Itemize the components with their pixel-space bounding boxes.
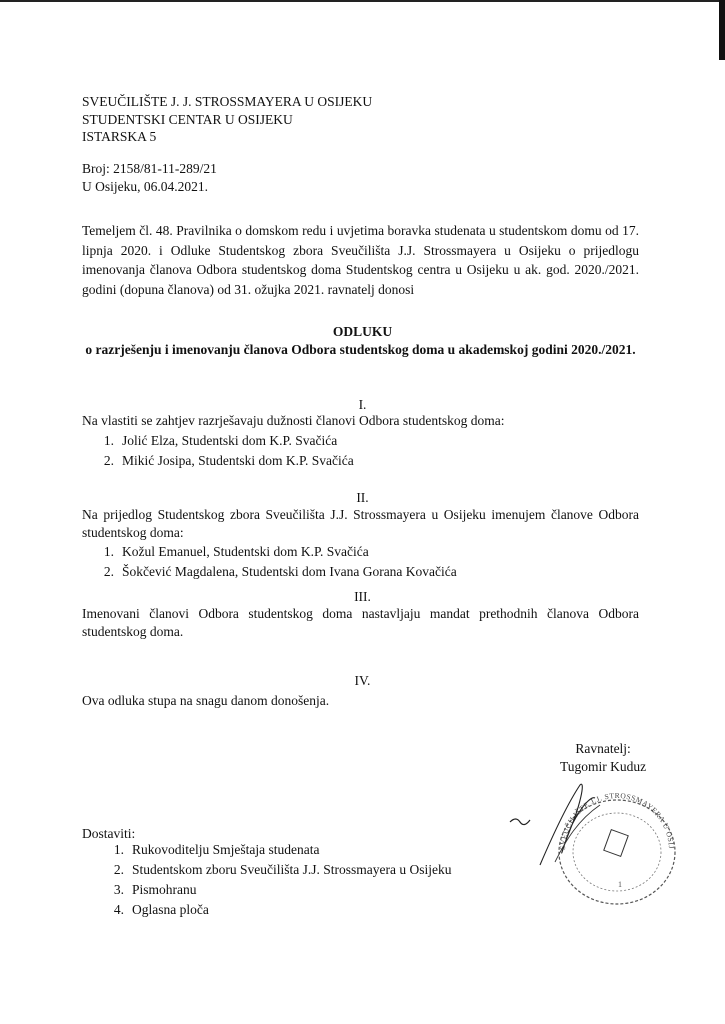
list-item	[90, 451, 639, 471]
list-text: Studentskom zboru Sveučilišta J.J. Strossmayera u Osijeku	[132, 862, 452, 877]
section-4	[82, 692, 639, 710]
list-number: 3.	[113, 882, 124, 897]
list-text: Kožul Emanuel, Studentski dom K.P. Svačića	[122, 544, 369, 559]
list-number: 2.	[103, 564, 114, 579]
header-line-2: STUDENTSKI CENTAR U OSIJEKU	[82, 111, 293, 127]
section-3	[82, 605, 639, 640]
stamp-text: SVEUČILIŠTE J.J. STROSSMAYERA U OSIJ	[557, 790, 677, 851]
list-text: Jolić Elza, Studentski dom K.P. Svačića	[122, 432, 338, 448]
header-line-1: SVEUČILIŠTE J. J. STROSSMAYERA U OSIJEKU	[82, 94, 373, 109]
list-item	[90, 431, 639, 451]
official-stamp	[500, 770, 700, 914]
intro-text: Temeljem čl. 48. Pravilnika o domskom redu i uvjetima boravka studenata u studentskom domu od 17. lipnja 2020. i Odluke Studentskog zbora Sveučilišta J.J. Strossmayera u Osijeku o prijedlogu imenovanja članova Odbora studentskog doma Studentskog centra u Osijeku u ak. god. 2020./2021. godini (dopuna članova) od 31. ožujka 2021. ravnatelj donosi	[82, 223, 639, 297]
list-text: Rukovoditelju Smještaja studenata	[132, 842, 320, 857]
place-date: U Osijeku, 06.04.2021.	[82, 178, 208, 194]
list-number: 1.	[113, 842, 124, 857]
distribution-list	[82, 840, 451, 920]
section-number-2: II.	[356, 490, 369, 505]
scan-edge-right	[719, 0, 725, 60]
section-2-list	[90, 542, 639, 582]
list-number: 4.	[113, 902, 124, 917]
section-3-text: Imenovani članovi Odbora studentskog doma nastavljaju mandat prethodnih članova Odbora studentskog doma.	[82, 606, 639, 639]
list-text: Oglasna ploča	[132, 902, 209, 917]
list-text: Pismohranu	[132, 882, 197, 897]
list-item	[90, 542, 639, 562]
institution-header	[82, 93, 372, 146]
document-meta	[82, 160, 217, 195]
header-line-3: ISTARSKA 5	[82, 129, 157, 144]
scan-edge-top	[0, 0, 725, 2]
section-4-text: Ova odluka stupa na snagu danom donošenja.	[82, 693, 330, 708]
section-2	[82, 506, 639, 582]
stamp-seal-graphic	[500, 770, 700, 910]
section-2-text: Na prijedlog Studentskog zbora Sveučilišta J.J. Strossmayera u Osijeku imenujem članove Odbora studentskog doma:	[82, 507, 639, 540]
svg-text:1: 1	[618, 880, 622, 889]
reference-number: Broj: 2158/81-11-289/21	[82, 161, 217, 176]
list-item	[100, 840, 451, 860]
section-number-4: IV.	[354, 673, 371, 688]
list-item	[100, 900, 451, 920]
document-title: ODLUKU	[332, 324, 393, 339]
list-number: 2.	[113, 862, 124, 877]
svg-text:SVEUČILIŠTE J.J. STROSSMAYERA	[500, 770, 676, 850]
section-number-1: I.	[358, 397, 367, 412]
section-1	[82, 412, 639, 471]
list-item	[90, 562, 639, 582]
list-number: 1.	[103, 544, 114, 559]
signature-role: Ravnatelj:	[575, 741, 631, 756]
intro-paragraph	[82, 221, 639, 299]
distribution-title: Dostaviti:	[82, 826, 136, 841]
signature-name: Tugomir Kuduz	[560, 759, 647, 774]
list-item	[100, 860, 451, 880]
list-text: Šokčević Magdalena, Studentski dom Ivana Gorana Kovačića	[122, 564, 457, 579]
list-number: 1.	[103, 432, 114, 448]
list-text: Mikić Josipa, Studentski dom K.P. Svačića	[122, 452, 354, 468]
list-number: 2.	[103, 452, 114, 468]
section-1-list	[90, 431, 639, 471]
document-subtitle: o razrješenju i imenovanju članova Odbora studentskog doma u akademskoj godini 2020./2021.	[85, 342, 636, 357]
list-item	[100, 880, 451, 900]
section-1-text: Na vlastiti se zahtjev razrješavaju dužnosti članovi Odbora studentskog doma:	[82, 413, 505, 428]
section-number-3: III.	[354, 589, 371, 604]
